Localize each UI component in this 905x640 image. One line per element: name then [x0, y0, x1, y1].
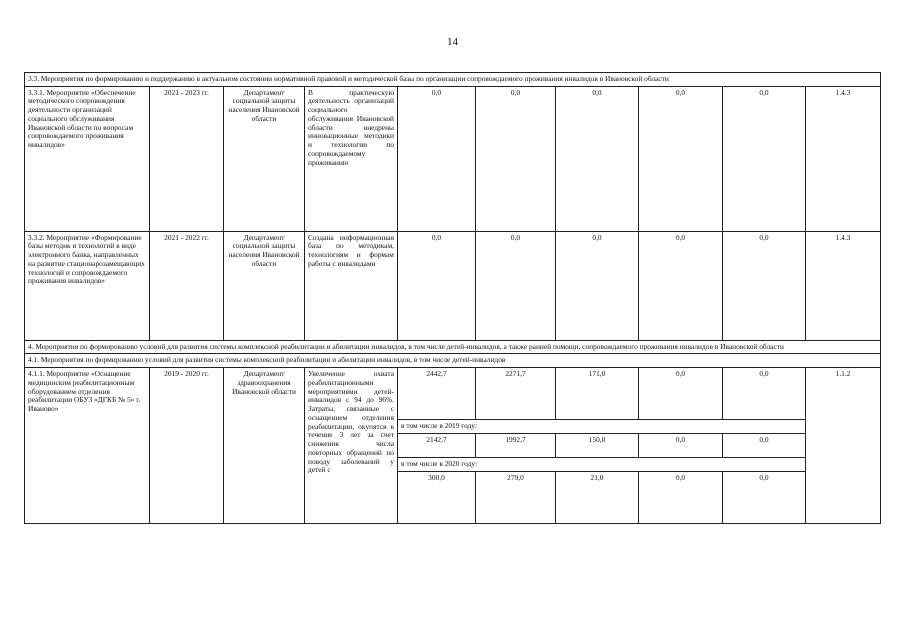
value-cell: 0,0 — [639, 471, 723, 523]
value-cell: 0,0 — [723, 86, 806, 231]
indicator-cell: 1.4.3 — [806, 86, 881, 231]
value-cell: 0,0 — [639, 231, 723, 340]
section-title: 4.1. Мероприятия по формированию условий для развития системы комплексной реабилитации и абилитации инвалидов, в том числе детей-инвалидов — [25, 354, 881, 368]
section-title: 3.3. Мероприятия по формированию и поддержанию в актуальном состоянии нормативной правовой и методической базы по организации сопровождаемого проживания инвалидов в Ивановской области — [25, 73, 881, 87]
value-cell: 300,0 — [398, 471, 476, 523]
subtotal-label: в том числе в 2020 году: — [398, 457, 806, 471]
indicator-cell: 1.4.3 — [806, 231, 881, 340]
period-cell: 2021 - 2023 гг. — [150, 86, 224, 231]
value-cell: 21,0 — [556, 471, 639, 523]
value-cell: 0,0 — [723, 368, 806, 420]
section-row-4-1 — [25, 354, 881, 368]
section-row-3-3 — [25, 73, 881, 87]
value-cell: 0,0 — [723, 471, 806, 523]
section-row-4 — [25, 340, 881, 354]
table-row — [25, 368, 881, 420]
value-cell: 2142,7 — [398, 433, 476, 457]
section-title: 4. Мероприятия по формированию условий для развития системы комплексной реабилитации и абилитации инвалидов, в том числе детей-инвалидов, а также ранней помощи, сопровождаемого проживания инвалидов в Ивановской области — [25, 340, 881, 354]
value-cell: 0,0 — [556, 231, 639, 340]
value-cell: 1992,7 — [476, 433, 556, 457]
subtotal-label: в том числе в 2019 году: — [398, 420, 806, 434]
executor-cell: Департамент социальной защиты населения Ивановской области — [224, 86, 305, 231]
value-cell: 150,0 — [556, 433, 639, 457]
value-cell: 0,0 — [556, 86, 639, 231]
activities-table — [24, 72, 881, 524]
activity-name: 3.3.1. Мероприятие «Обеспечение методического сопровождения деятельности организаций социального обслуживания Ивановской области по вопросам сопровождаемого проживания инвалидов» — [25, 86, 150, 231]
value-cell: 0,0 — [476, 86, 556, 231]
value-cell: 0,0 — [723, 231, 806, 340]
value-cell: 2271,7 — [476, 368, 556, 420]
value-cell: 0,0 — [398, 86, 476, 231]
table-row — [25, 231, 881, 340]
value-cell: 171,0 — [556, 368, 639, 420]
value-cell: 0,0 — [639, 433, 723, 457]
value-cell: 279,0 — [476, 471, 556, 523]
period-cell: 2021 - 2022 гг. — [150, 231, 224, 340]
executor-cell: Департамент социальной защиты населения Ивановской области — [224, 231, 305, 340]
result-cell: Увеличение охвата реабилитационными мероприятиями детей-инвалидов с 94 до 96%. Затраты, связанные с оснащением отделения реабилитации, окупятся в течение 3 лет за счет снижения числа повторных обращений по поводу заболеваний у детей с — [305, 368, 398, 523]
table-row — [25, 86, 881, 231]
activity-name: 3.3.2. Мероприятие «Формирование базы методик и технологий в виде электронного банка, направленных на развитие стационарозамещающих технологий и сопровождаемого проживания инвалидов» — [25, 231, 150, 340]
value-cell: 0,0 — [639, 368, 723, 420]
value-cell: 2442,7 — [398, 368, 476, 420]
result-cell: В практическую деятельность организаций социального обслуживания Ивановской области внедрены инновационные методики и технологии по сопровождаемому проживанию — [305, 86, 398, 231]
indicator-cell: 1.1.2 — [806, 368, 881, 523]
activity-name: 4.1.1. Мероприятие «Оснащение медицинским реабилитационным оборудованием отделения реабилитации ОБУЗ «ДГКБ № 5» г. Иваново» — [25, 368, 150, 523]
executor-cell: Департамент здравоохранения Ивановской области — [224, 368, 305, 523]
value-cell: 0,0 — [476, 231, 556, 340]
period-cell: 2019 - 2020 гг. — [150, 368, 224, 523]
value-cell: 0,0 — [723, 433, 806, 457]
page-number: 14 — [447, 36, 458, 48]
value-cell: 0,0 — [639, 86, 723, 231]
result-cell: Создана информационная база по методикам, технологиям и формам работы с инвалидами — [305, 231, 398, 340]
value-cell: 0,0 — [398, 231, 476, 340]
